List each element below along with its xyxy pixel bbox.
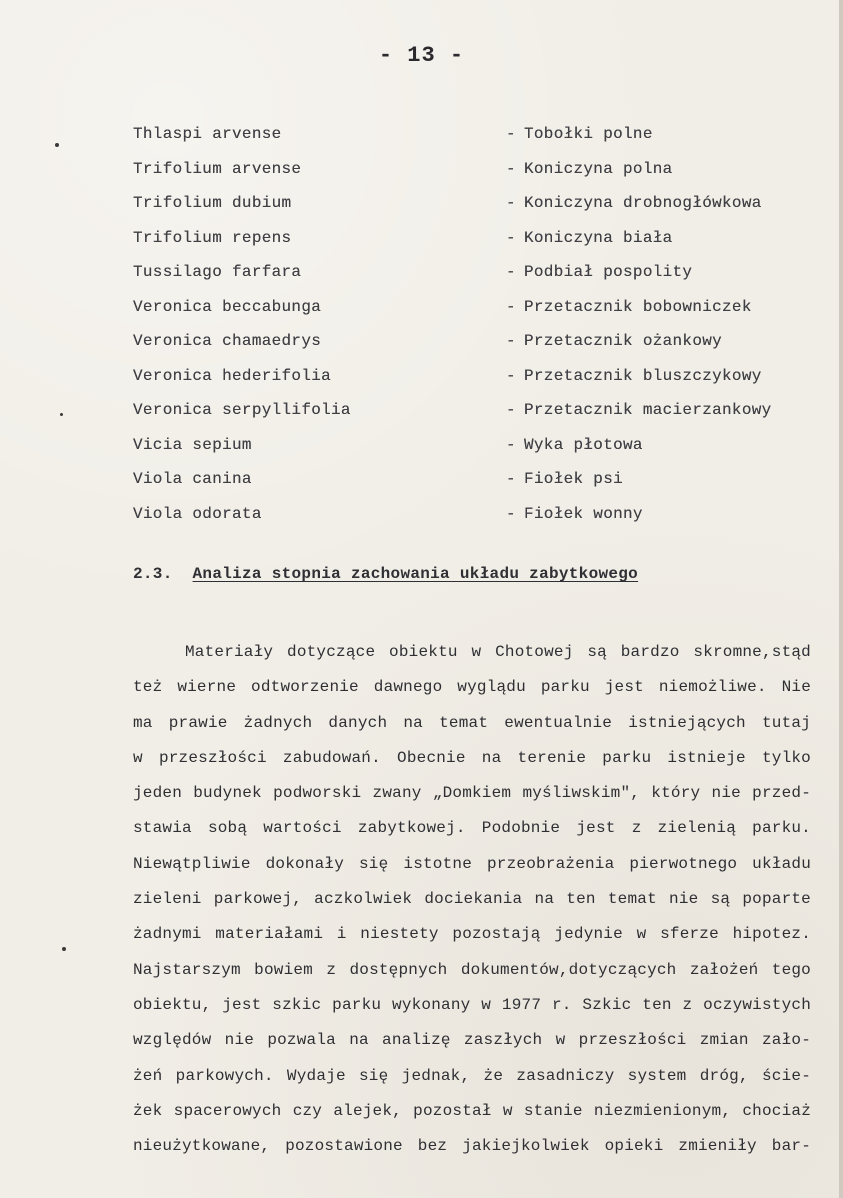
species-row [133, 359, 813, 394]
species-row [133, 255, 813, 290]
polish-name: Koniczyna polna [524, 159, 673, 178]
dash: - [506, 194, 516, 213]
latin-name: Trifolium arvense [133, 159, 302, 178]
species-list [133, 117, 813, 531]
dash: - [506, 504, 516, 523]
body-line: ma prawie żadnych danych na temat ewentualnie istniejących tutaj [133, 713, 811, 732]
body-line: żeń parkowych. Wydaje się jednak, że zasadniczy system dróg, ście- [133, 1066, 811, 1085]
polish-name: Tobołki polne [524, 125, 653, 144]
latin-name: Veronica chamaedrys [133, 332, 322, 351]
page-number: - 13 - [378, 43, 465, 68]
body-line: żek spacerowych czy alejek, pozostał w stanie niezmienionym, chociaż [133, 1101, 811, 1120]
latin-name: Veronica serpyllifolia [133, 401, 351, 420]
species-row [133, 117, 813, 152]
body-line: Niewątpliwie dokonały się istotne przeobrażenia pierwotnego układu [133, 854, 811, 873]
section-number: 2.3. [133, 565, 173, 583]
body-line: żadnymi materiałami i niestety pozostają jedynie w sferze hipotez. [133, 925, 811, 944]
body-line: nieużytkowane, pozostawione bez jakiejkolwiek opieki zmieniły bar- [133, 1137, 811, 1156]
latin-name: Veronica beccabunga [133, 297, 322, 316]
body-line: zieleni parkowej, aczkolwiek dociekania na ten temat nie są poparte [133, 890, 811, 909]
margin-mark [55, 143, 59, 147]
polish-name: Fiołek psi [524, 470, 624, 489]
dash: - [506, 263, 516, 282]
latin-name: Viola odorata [133, 504, 262, 523]
species-row [133, 324, 813, 359]
dash: - [506, 332, 516, 351]
polish-name: Koniczyna biała [524, 228, 673, 247]
body-line: stawia sobą wartości zabytkowej. Podobnie jest z zielenią parku. [133, 819, 811, 838]
latin-name: Veronica hederifolia [133, 366, 332, 385]
section-title: Analiza stopnia zachowania układu zabytkowego [192, 565, 639, 583]
body-line: Najstarszym bowiem z dostępnych dokumentów,dotyczących założeń tego [133, 960, 811, 979]
dash: - [506, 435, 516, 454]
polish-name: Fiołek wonny [524, 504, 643, 523]
body-line: też wierne odtworzenie dawnego wyglądu parku jest niemożliwe. Nie [133, 678, 811, 697]
polish-name: Przetacznik bobowniczek [524, 297, 752, 316]
page-edge [839, 0, 843, 1198]
dash: - [506, 366, 516, 385]
margin-mark [60, 413, 63, 416]
dash: - [506, 125, 516, 144]
polish-name: Koniczyna drobnogłówkowa [524, 194, 762, 213]
dash: - [506, 159, 516, 178]
margin-mark [62, 947, 66, 951]
latin-name: Thlaspi arvense [133, 125, 282, 144]
body-line: w przeszłości zabudowań. Obecnie na terenie parku istnieje tylko [133, 748, 811, 767]
body-line: jeden budynek podworski zwany „Domkiem myśliwskim", który nie przed- [133, 784, 811, 803]
section-heading [133, 565, 638, 583]
polish-name: Wyka płotowa [524, 435, 643, 454]
species-row [133, 462, 813, 497]
latin-name: Vicia sepium [133, 435, 252, 454]
polish-name: Przetacznik bluszczykowy [524, 366, 762, 385]
body-line: względów nie pozwala na analizę zaszłych w przeszłości zmian zało- [133, 1031, 811, 1050]
polish-name: Przetacznik ożankowy [524, 332, 723, 351]
latin-name: Trifolium repens [133, 228, 292, 247]
species-row [133, 290, 813, 325]
polish-name: Podbiał pospolity [524, 263, 693, 282]
species-row [133, 152, 813, 187]
species-row [133, 221, 813, 256]
dash: - [506, 297, 516, 316]
body-paragraph [133, 635, 811, 1164]
species-row [133, 428, 813, 463]
dash: - [506, 470, 516, 489]
body-line: obiektu, jest szkic parku wykonany w 1977 r. Szkic ten z oczywistych [133, 995, 811, 1014]
species-row [133, 497, 813, 532]
latin-name: Viola canina [133, 470, 252, 489]
species-row [133, 393, 813, 428]
latin-name: Trifolium dubium [133, 194, 292, 213]
latin-name: Tussilago farfara [133, 263, 302, 282]
dash: - [506, 228, 516, 247]
dash: - [506, 401, 516, 420]
body-line: Materiały dotyczące obiektu w Chotowej są bardzo skromne,stąd [185, 643, 811, 661]
species-row [133, 186, 813, 221]
polish-name: Przetacznik macierzankowy [524, 401, 772, 420]
